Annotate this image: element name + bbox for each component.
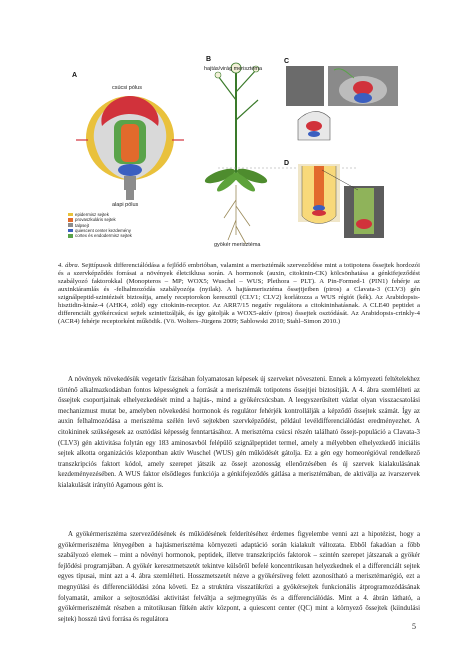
paragraph-1: A növények növekedésük vegetatív fázisában folyamatosan képesek új szerveket növeszteni. Ennek a környezeti feltételekhez történő alkalmazkodásban fontos képességnek a forrását a merisztémák totipotens őssejtjei biztosítják. A 4. ábra szemlélteti az őssejtek csoportjainak elhelyezkedését mind a hajtás-, mind a gyökércsúcsban. A leegyszerűsített vázlat olyan visszacsatolási mechanizmust mutat be, amelyben növekedési hormonok és regulátor fehérjék kontrollálják a képződő őssejtek számát. Így az auxin felhalmozódása a merisztéma szélén levő sejtekben szervképződést, például levéldifferenciálódást eredményezhet. A citokininek szükségesek az osztódási képesség fenntartásához. A merisztéma csúcsi részén található őssejt-populáció a Clavata-3 (CLV3) gén aktivitása folytán egy 183 aminosavból felépülő szignálpeptidet termel, amely a mélyebben elhelyezkedő iniciális sejtek alkotta organizációs központban aktív Wuschel (WUS) gén működését gátolja. Ez a gén egy homeorégióval rendelkező transzkripciós faktort kódol, amely szerepet játszik az őssejt azonosság ellenőrzésében és új szervek kialakulásának kezdeményezésében. A WUS faktor elsődleges funkciója a génkifejeződés gátlása a merisztémában, de aktiválja az ivarszervek kialakulását irányító Agamous gént is.	[58, 376, 420, 489]
root-meristem-label: gyökér merisztéma	[214, 242, 261, 248]
panel-letter-b: B	[206, 56, 212, 63]
legend-item: talpsejt	[68, 223, 132, 228]
legend-item: epidermisz sejtek	[68, 212, 132, 217]
paragraph-2: A gyökérmerisztéma szerveződésének és működésének felderítéséhez érdemes figyelembe venni azt a hipotézist, hogy a gyökérmerisztéma lényegében a hajtásmerisztéma környezeti adaptáció során kialakult változata. Ebből fakadóan a főbb szabályozó elemek – mint a növényi hormonok, peptidek, illetve transzkripciós faktorok – szintén szerepet játszanak a gyökér fejlődési programjában. A gyökér keresztmetszetét tekintve külsőről befelé koncentrikusan helyezkednek el a differenciált sejtek egyes típusai, mint azt a 4. ábra szemlélteti. Hosszmetszetét nézve a gyökérsüveg felett azonosítható a merisztémarégió, ezt a megnyúlási és differenciálódási zóna követi. Ez a struktúra visszatükrözi a gyökérsejtek funkcionális átprogramozódásának folyamatát, amikor a sejtosztódási aktivitást felváltja a sejtmegnyúlás és a differenciálódás. Mint a 4. ábrán látható, a gyökérmerisztémát részben a mitotikusan fűtkén aktív központ, a quiescent center (QC) mint a környező őssejtek (kiindulási sejtek) hosszú távú forrása és regulátora	[58, 531, 420, 623]
apical-pole-label: csúcsi pólus	[112, 85, 142, 91]
legend-item: quiescent center kezdemény	[68, 228, 132, 233]
page-number: 5	[412, 622, 416, 631]
legend-item: provaszkuláris sejtek	[68, 217, 132, 222]
panel-letter-a: A	[72, 72, 78, 79]
shoot-meristem-image	[286, 66, 398, 106]
panel-letter-c: C	[284, 58, 290, 65]
figure-caption	[58, 262, 420, 326]
figure-4	[58, 30, 428, 268]
embryo-diagram	[76, 96, 184, 200]
basal-pole-label: alapi pólus	[112, 202, 139, 208]
figure-legend	[68, 212, 132, 238]
caption-text: Sejttípusok differenciálódása a fejlődő embrióban, valamint a merisztémák szerveződése mint a totipotens őssejtek hordozói és a szervképződés forrásai a növények életciklusa során. A hormonok (auxin, citokinin-CK) kölcsönhatása a génkifejeződést szabályozó faktorokkal (Monopteros – MP; WOX5; Wuschel – WUS; Plethora – PLT). A Pin-Formed-1 (PIN1) fehérje az auxinkiáramlás és -felhalmozódás szabályozója (nyilak). A hajtásmerisztéma őssejtjeiben (piros) a Clavata-3 (CLV3) gén szignálpeptid-szintézisét biztosítja, amely receptorokon keresztül (CLV1; CLV2) korlátozza a WUS régiót (kék). Az Arabidopsis-hisztidin-kináz-4 (AHK4, zöld) egy citokinin-receptor. Az ARR7/15 negatív regulátora a citokininhatásnak. A CLE40 peptidet a differenciált gyökércsúcsi sejtek szintetizálják, és így gátolják a WOX5-aktív (piros) őssejtek osztódását. Az Arabidopsis-crinkly-4 (ACR4) fehérje receptorként működik. (Vö. Wolters–Jürgens 2009; Sablowski 2010; Stahl–Simon 2010.)	[58, 262, 420, 326]
shoot-meristem-label: hajtás/virág merisztéma	[204, 66, 263, 72]
panel-letter-d: D	[284, 160, 290, 167]
caption-label: 4. ábra.	[58, 262, 80, 269]
root-meristem-image	[298, 164, 384, 238]
legend-item: cortex és endodermisz sejtek	[68, 233, 132, 238]
meristem-sketch	[298, 111, 330, 140]
